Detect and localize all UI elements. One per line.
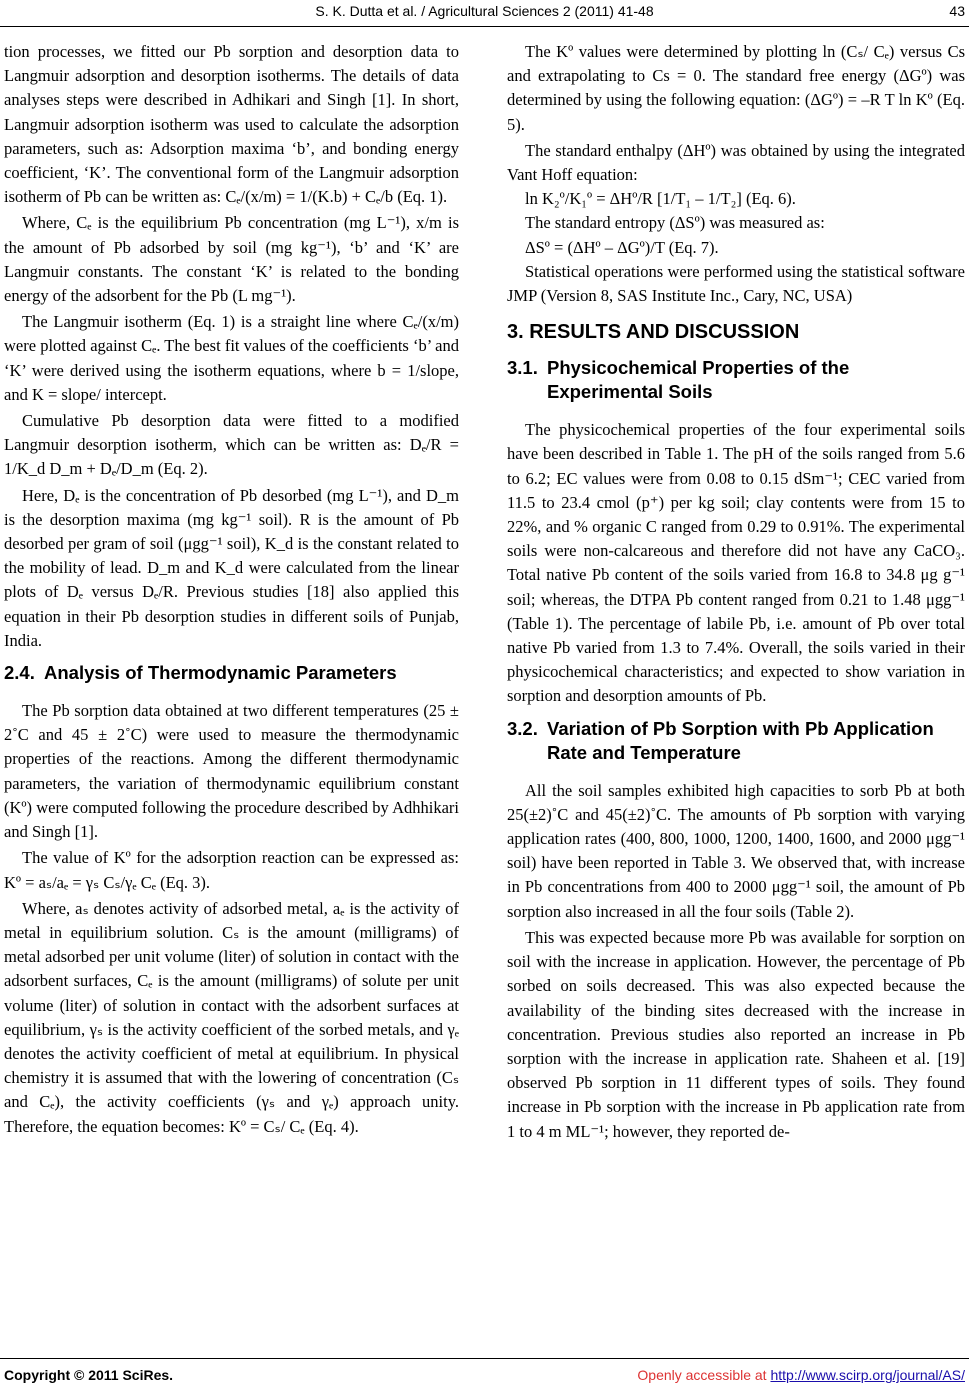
paragraph: tion processes, we fitted our Pb sorption and desorption data to Langmuir adsorption and desorption isotherms. The details of data analyses steps were described in Adhikari and Singh [1]. In short, Langmuir adsorption isotherm was used to calculate the adsorption parameters, such as: Adsorption maxima ‘b’, and bonding energy coefficient, ‘K’. The conventional form of the Langmuir adsorption isotherm of Pb can be written as: Cₑ/(x/m) = 1/(K.b) + Cₑ/b (Eq. 1). bbox=[4, 42, 459, 207]
open-access-line bbox=[637, 1367, 965, 1383]
section-title: Variation of Pb Sorption with Pb Application Rate and Temperature bbox=[547, 717, 934, 763]
paragraph: The Kº values were determined by plotting ln (Cₛ/ Cₑ) versus Cs and extrapolating to Cs = 0. The standard free energy (ΔGº) was determined by using the following equation: (ΔGº) = –R T ln Kº (Eq. 5). bbox=[507, 42, 965, 134]
page-footer bbox=[0, 1358, 969, 1383]
copyright-notice: Copyright © 2011 SciRes. bbox=[4, 1367, 174, 1383]
paragraph: All the soil samples exhibited high capacities to sorb Pb at both 25(±2)˚C and 45(±2)˚C. The amounts of Pb sorption with varying application rates (400, 800, 1000, 1200, 1400, 1600, and 2000 μgg⁻¹ soil) have been reported in Table 3. We observed that, with increase in Pb concentrations from 400 to 2000 μgg⁻¹ soil, the amount of Pb sorption also increased in all the four soils (Table 2). bbox=[507, 780, 965, 921]
paragraph: The physicochemical properties of the four experimental soils have been described in Table 1. The pH of the soils ranged from 5.6 to 6.2; EC values were from 0.08 to 0.15 dSm⁻¹; CEC varied from 11.5 to 23.4 cmol (p⁺) per kg soil; clay contents were from 15 to 22%, and % organic C ranged from 0.29 to 0.91%. The experimental soils were non-calcareous and therefore did not have any CaCO₃. Total native Pb content of the soils varied from 16.8 to 34.8 μg g⁻¹ soil; whereas, the DTPA Pb content ranged from 0.21 to 1.48 μgg⁻¹ (Table 1). The percentage of labile Pb, i.e. amount of Pb over total native Pb varied from 1.3 to 7.4%. Overall, the soils varied in their physicochemical characteristics; and expected to show variation in sorption and desorption amounts of Pb. bbox=[507, 420, 965, 706]
left-column bbox=[4, 40, 459, 1139]
paragraph: This was expected because more Pb was available for sorption on soil with the increase in application. However, the percentage of Pb sorbed on soils decreased. This was also expected because the availability of the binding sites decreased with the increase in concentration. Previous studies also reported an increase in Pb sorption with the increase in application rate. Shaheen et al. [19] observed Pb sorption in 11 different types of soils. They found increase in Pb sorption with the increase in Pb application rate from 1 to 4 m ML⁻¹; however, they reported de- bbox=[507, 927, 965, 1141]
paragraph: Where, aₛ denotes activity of adsorbed metal, aₑ is the activity of metal in equilibrium solution. Cₛ is the amount (milligrams) of metal adsorbed per unit volume (liter) of solution in contact with the adsorbent surfaces, Cₑ is the amount (milligrams) of solute per unit volume (liter) of solution in contact with the adsorbent surfaces at equilibrium, γₛ is the activity coefficient of the sorbed metals, and γₑ denotes the activity coefficient of metal at equilibrium. In physical chemistry it is assumed that with the lowering of concentration (Cₛ and Cₑ), the activity coefficients (γₛ and γₑ) approach unity. Therefore, the equation becomes: Kº = Cₛ/ Cₑ (Eq. 4). bbox=[4, 898, 459, 1136]
open-access-label: Openly accessible at bbox=[637, 1367, 767, 1383]
paragraph: The Langmuir isotherm (Eq. 1) is a straight line where Cₑ/(x/m) were plotted against Cₑ. The best fit values of the coefficients ‘b’ and ‘K’ were derived using the isotherm equations, where b = 1/slope, and K = slope/ intercept. bbox=[4, 312, 459, 404]
section-title: Physicochemical Properties of the Experimental Soils bbox=[547, 357, 850, 403]
section-title: Analysis of Thermodynamic Parameters bbox=[44, 662, 397, 684]
section-heading-3: 3. RESULTS AND DISCUSSION bbox=[507, 321, 800, 344]
section-number: 3.1. bbox=[507, 357, 538, 379]
paragraph: The Pb sorption data obtained at two different temperatures (25 ± 2˚C and 45 ± 2˚C) were used to measure the thermodynamic properties of the reactions. Among the different thermodynamic parameters, the variation of thermodynamic equilibrium constant (Kº) were computed following the procedure described by Adhhikari and Singh [1]. bbox=[4, 701, 459, 842]
paragraph: Statistical operations were performed using the statistical software JMP (Version 8, SAS Institute Inc., Cary, NC, USA) bbox=[507, 261, 965, 306]
paragraph: Cumulative Pb desorption data were fitted to a modified Langmuir desorption isotherm, which can be written as: Dₑ/R = 1/K_d D_m + Dₑ/D_m (Eq. 2). bbox=[4, 411, 459, 479]
section-number: 2.4. bbox=[4, 662, 35, 684]
paragraph: The standard enthalpy (ΔHº) was obtained by using the integrated Vant Hoff equation: bbox=[507, 140, 965, 185]
paragraph: Where, Cₑ is the equilibrium Pb concentration (mg L⁻¹), x/m is the amount of Pb adsorbed by soil (mg kg⁻¹), ‘b’ and ‘K’ are Langmuir constants. The constant ‘K’ is related to the bonding energy of the adsorbent for the Pb (L mg⁻¹). bbox=[4, 213, 459, 306]
paragraph: Here, Dₑ is the concentration of Pb desorbed (mg L⁻¹), and D_m is the desorption maxima (mg kg⁻¹ soil). R is the amount of Pb desorbed per gram of soil (μgg⁻¹ soil), K_d is the constant related to the mobility of lead. D_m and K_d were calculated from the linear plots of Dₑ versus Dₑ/R. Previous studies [18] also applied this equation in their Pb desorption studies in different soils of Punjab, India. bbox=[4, 485, 459, 650]
section-number: 3.2. bbox=[507, 717, 538, 739]
right-column bbox=[507, 40, 965, 1144]
section-heading-3-1 bbox=[507, 356, 965, 404]
equation-7: ΔSº = (ΔHº – ΔGº)/T (Eq. 7). bbox=[525, 237, 719, 257]
running-header bbox=[0, 0, 969, 27]
section-heading-2-4 bbox=[4, 661, 459, 685]
paragraph: The value of Kº for the adsorption reaction can be expressed as: Kº = aₛ/aₑ = γₛ Cₛ/γₑ Cₑ (Eq. 3). bbox=[4, 848, 459, 892]
header-citation: S. K. Dutta et al. / Agricultural Sciences 2 (2011) 41-48 bbox=[315, 3, 654, 19]
equation-6: ln K₂º/K₁º = ΔHº/R [1/T₁ – 1/T₂] (Eq. 6). bbox=[525, 189, 796, 209]
paragraph: The standard entropy (ΔSº) was measured as: bbox=[525, 213, 825, 233]
section-heading-3-2 bbox=[507, 717, 965, 765]
journal-link[interactable]: http://www.scirp.org/journal/AS/ bbox=[770, 1367, 965, 1383]
page-number: 43 bbox=[949, 3, 965, 19]
